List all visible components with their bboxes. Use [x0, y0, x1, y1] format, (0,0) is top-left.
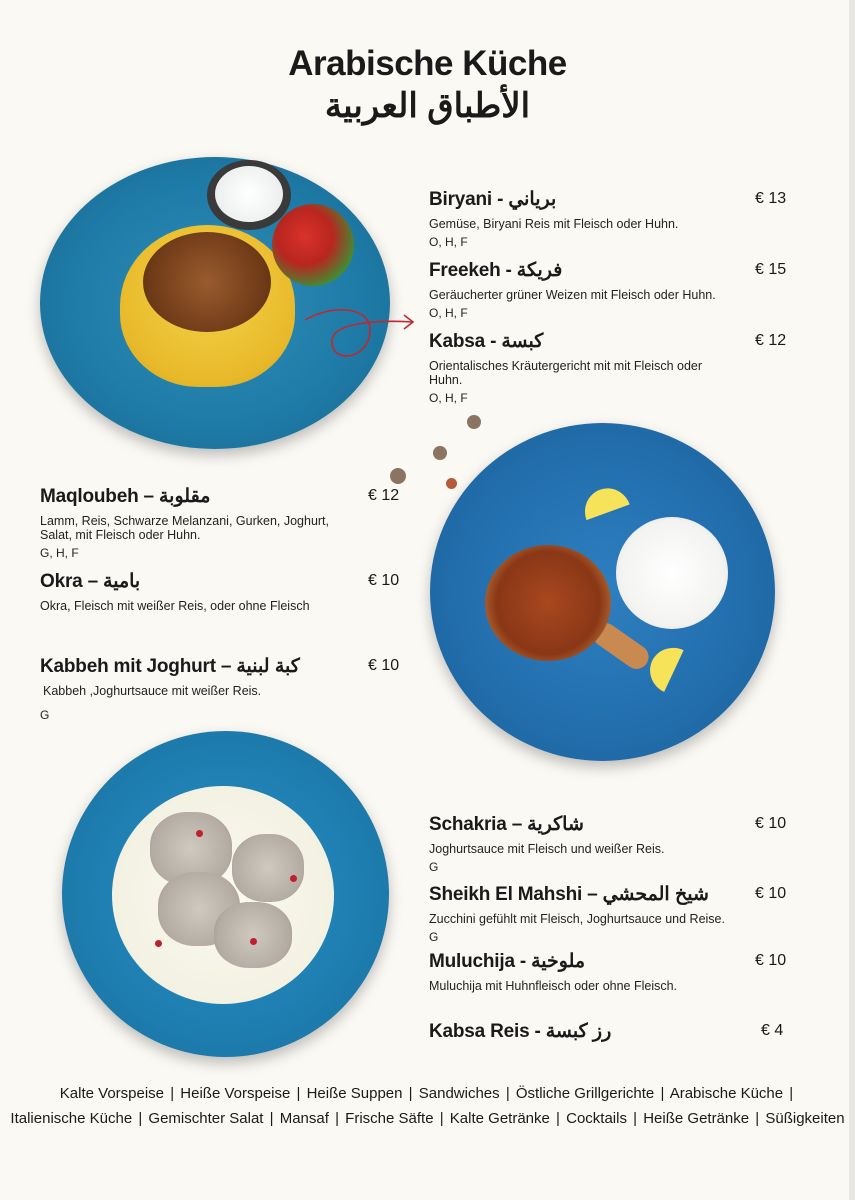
nav-separator: |: [439, 1110, 444, 1127]
item-name: Sheikh El Mahshi – شيخ المحشي: [429, 884, 709, 905]
spice-dot: [467, 415, 481, 429]
menu-item-muluchija: [429, 950, 799, 993]
spice-dot: [433, 446, 447, 460]
item-allergens: G, H, F: [40, 546, 79, 560]
meat-topping: [143, 232, 271, 332]
item-name: Okra – بامية: [40, 571, 141, 592]
menu-item-kabsa-reis: [429, 1020, 799, 1043]
menu-item-sheikh-el-mahshi: [429, 883, 799, 944]
item-price: € 15: [755, 261, 787, 278]
pomegranate-seed: [290, 875, 297, 882]
pomegranate-seed: [155, 940, 162, 947]
item-name: Kabbeh mit Joghurt – كبة لبنية: [40, 656, 300, 677]
page-edge: [849, 0, 855, 1200]
nav-link-sandwiches[interactable]: Sandwiches: [418, 1085, 500, 1102]
nav-link-heisse-suppen[interactable]: Heiße Suppen: [306, 1085, 403, 1102]
lamb-piece: [214, 902, 292, 968]
nav-separator: |: [138, 1110, 143, 1127]
item-allergens: G: [40, 708, 50, 722]
item-name: Schakria – شاكرية: [429, 814, 584, 835]
nav-link-suessigkeiten[interactable]: Süßigkeiten: [765, 1110, 845, 1127]
nav-link-italienische-kueche[interactable]: Italienische Küche: [10, 1110, 133, 1127]
item-description: Muluchija mit Huhnfleisch oder ohne Fleisch.: [429, 979, 678, 993]
nav-link-kalte-getraenke[interactable]: Kalte Getränke: [449, 1110, 550, 1127]
menu-item-maqloubeh: [40, 485, 400, 560]
menu-item-okra: [40, 570, 400, 613]
category-nav-line-1: [0, 1085, 855, 1102]
nav-link-frische-saefte[interactable]: Frische Säfte: [345, 1110, 434, 1127]
item-allergens: G: [429, 930, 439, 944]
item-description: Geräucherter grüner Weizen mit Fleisch oder Huhn.: [429, 288, 716, 302]
item-price: € 10: [368, 657, 400, 674]
item-allergens: O, H, F: [429, 306, 468, 320]
item-price: € 10: [755, 885, 787, 902]
item-allergens: G: [429, 860, 439, 874]
spice-dot: [390, 468, 406, 484]
item-description: Gemüse, Biryani Reis mit Fleisch oder Huhn.: [429, 217, 679, 231]
nav-separator: |: [660, 1085, 665, 1102]
nav-separator: |: [755, 1110, 760, 1127]
nav-separator: |: [335, 1110, 339, 1127]
nav-link-kalte-vorspeise[interactable]: Kalte Vorspeise: [59, 1085, 165, 1102]
category-nav-line-2: [0, 1110, 855, 1127]
rice-bowl: [616, 517, 728, 629]
nav-separator: |: [296, 1085, 301, 1102]
nav-link-arabische-kueche[interactable]: Arabische Küche: [669, 1085, 784, 1102]
item-price: € 12: [755, 332, 787, 349]
item-name: Maqloubeh – مقلوبة: [40, 486, 211, 507]
okra-pot: [485, 545, 611, 661]
nav-separator: |: [505, 1085, 510, 1102]
item-description: Zucchini gefühlt mit Fleisch, Joghurtsauce und Reise.: [429, 912, 725, 926]
item-description: Okra, Fleisch mit weißer Reis, oder ohne Fleisch: [40, 599, 310, 613]
nav-separator: |: [408, 1085, 413, 1102]
salad-garnish: [272, 204, 354, 286]
menu-item-biryani: [429, 188, 799, 249]
nav-link-cocktails[interactable]: Cocktails: [566, 1110, 627, 1127]
item-name: Freekeh - فريكة: [429, 260, 563, 281]
item-name: Muluchija - ملوخية: [429, 951, 586, 972]
nav-separator: |: [633, 1110, 638, 1127]
item-price: € 10: [755, 815, 787, 832]
page-title: Arabische Küche: [288, 44, 567, 83]
nav-link-mansaf[interactable]: Mansaf: [279, 1110, 329, 1127]
item-description: Lamm, Reis, Schwarze Melanzani, Gurken, Joghurt, Salat, mit Fleisch oder Huhn.: [40, 514, 330, 542]
item-name: Biryani - برياني: [429, 189, 557, 210]
nav-link-gemischter-salat[interactable]: Gemischter Salat: [148, 1110, 264, 1127]
pomegranate-seed: [196, 830, 203, 837]
nav-link-oestliche-grillgerichte[interactable]: Östliche Grillgerichte: [515, 1085, 655, 1102]
item-description: Joghurtsauce mit Fleisch und weißer Reis.: [429, 842, 665, 856]
item-allergens: O, H, F: [429, 235, 468, 249]
nav-separator: |: [556, 1110, 560, 1127]
item-price: € 4: [761, 1022, 784, 1039]
item-price: € 13: [755, 190, 787, 207]
yogurt: [215, 166, 283, 222]
nav-separator: |: [170, 1085, 175, 1102]
pomegranate-seed: [250, 938, 257, 945]
nav-link-heisse-vorspeise[interactable]: Heiße Vorspeise: [180, 1085, 291, 1102]
item-name: Kabsa Reis - رز كبسة: [429, 1021, 612, 1042]
menu-item-kabsa: [429, 330, 787, 405]
item-description: Orientalisches Kräutergericht mit mit Fleisch oder Huhn.: [429, 359, 703, 387]
arrow-icon: [300, 300, 420, 370]
item-price: € 10: [368, 572, 400, 589]
item-price: € 10: [755, 952, 787, 969]
item-price: € 12: [368, 487, 400, 504]
item-allergens: O, H, F: [429, 391, 468, 405]
menu-item-freekeh: [429, 259, 799, 320]
lamb-piece: [232, 834, 304, 902]
menu-item-kabbeh: [40, 655, 400, 722]
item-name: Kabsa - كبسة: [429, 331, 544, 352]
nav-separator: |: [269, 1110, 274, 1127]
menu-item-schakria: [429, 813, 799, 874]
item-description: Kabbeh ,Joghurtsauce mit weißer Reis.: [43, 684, 262, 698]
nav-link-heisse-getraenke[interactable]: Heiße Getränke: [643, 1110, 750, 1127]
page-title-arabic: الأطباق العربية: [324, 87, 531, 125]
nav-separator: |: [789, 1085, 794, 1102]
spice-dot: [446, 478, 457, 489]
